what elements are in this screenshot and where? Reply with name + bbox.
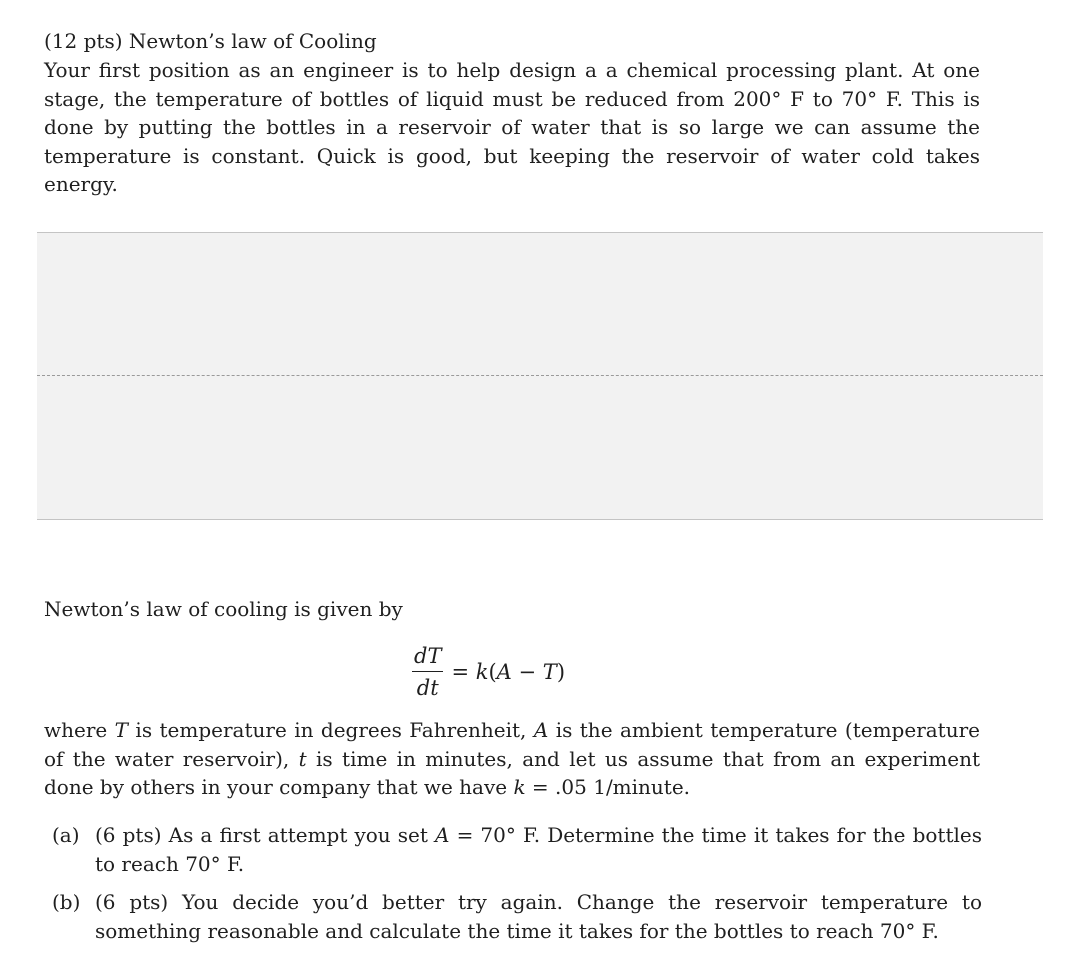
where-part-1: where [44,718,115,742]
problem-heading: (12 pts) Newton’s law of Cooling [44,29,377,53]
problem-intro: Your first position as an engineer is to help design a a chemical processing plant. At one stage, the temperature of bottles of liquid must be reduced from 200° F to 70° F. This is done by putting the bottles in a reservoir of water that is so large we can assume the temperature is constant. Quick is good, but keeping the reservoir of water cold takes energy. [44,58,980,197]
equation-denominator: dt [416,676,439,700]
where-var-t: t [298,746,307,771]
law-intro-text: Newton’s law of cooling is given by [44,597,403,621]
where-var-k: k [513,775,526,800]
part-a [52,821,982,878]
fraction-bar [412,671,443,672]
equation-equals: = [451,660,476,684]
part-b [52,888,982,945]
where-var-A: A [533,718,549,742]
equation-minus: − [511,660,543,684]
equation-T: T [542,660,557,684]
part-b-text: (6 pts) You decide you’d better try again. Change the reservoir temperature to something reasonable and calculate the time it takes for the bottles to reach 70° F. [95,890,982,943]
equation-numerator: dT [414,644,442,668]
part-a-var-A: A [435,823,450,847]
part-a-text-1: (6 pts) As a first attempt you set [95,823,436,847]
variable-definitions [44,716,980,802]
equation-fraction [412,644,443,700]
where-var-T: T [114,718,128,742]
equation-k: k [475,660,489,684]
where-part-4: is time in minutes, and let us assume that from an experiment done by others in your company that we have [44,746,980,800]
equation-A: A [496,660,512,684]
dashed-divider [37,375,1043,376]
part-a-text-2: = 70° F. Determine the time it takes for the bottles to reach 70° F. [95,823,983,876]
part-a-label: (a) [52,823,80,847]
cooling-equation [412,642,565,702]
where-part-5: = .05 1/minute. [525,775,691,800]
equation-close-paren: ) [556,660,566,684]
where-part-3: is the ambient temperature (temperature of the water reservoir), [44,718,980,771]
equation-rhs [451,660,565,684]
where-part-2: is temperature in degrees Fahrenheit, [128,718,534,742]
part-a-text [95,821,982,878]
equation-open-paren: ( [488,660,497,684]
part-b-label: (b) [52,890,81,914]
blank-answer-area [37,232,1043,520]
